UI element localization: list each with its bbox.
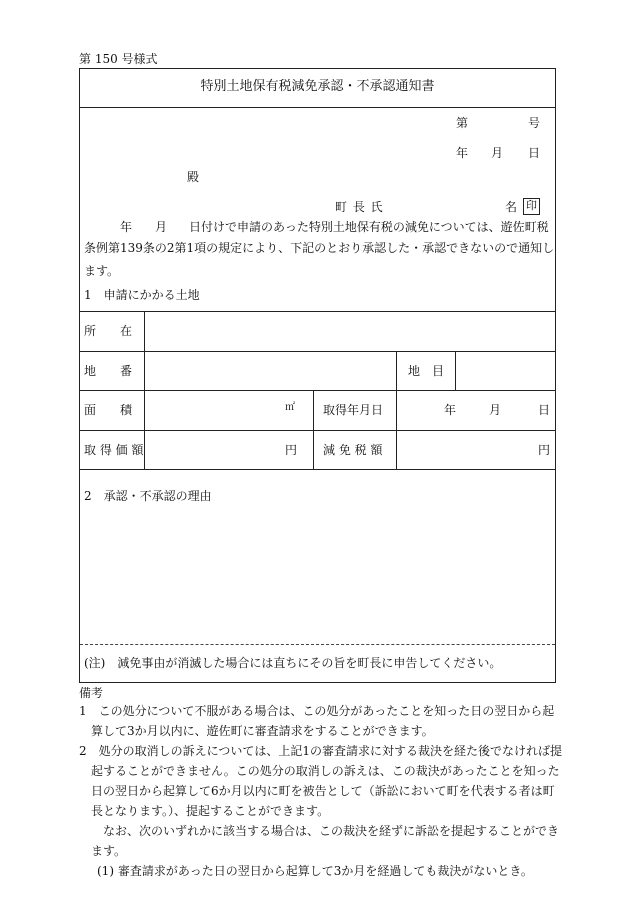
body-year: 年 bbox=[120, 220, 133, 234]
location-label: 所 在 bbox=[84, 324, 133, 338]
doc-number-prefix: 第 bbox=[456, 116, 469, 130]
remarks-item-1-line-1: 1 この処分について不服がある場合は、この処分があったことを知った日の翌日から起 bbox=[79, 704, 555, 718]
body-line-1: 日付けで申請のあった特別土地保有税の減免については、遊佐町税 bbox=[189, 220, 549, 234]
body-month: 月 bbox=[155, 220, 168, 234]
date-day: 日 bbox=[528, 146, 541, 160]
remarks-item-1-line-2: 算して3か月以内に、遊佐町に審査請求をすることができます。 bbox=[91, 724, 434, 738]
document-title: 特別土地保有税減免承認・不承認通知書 bbox=[200, 79, 435, 94]
price-unit: 円 bbox=[285, 443, 298, 457]
body-line-3: ます。 bbox=[84, 264, 120, 278]
acquired-date-label: 取得年月日 bbox=[323, 403, 384, 417]
remarks-item-3-line-1: なお、次のいずれかに該当する場合は、この裁決を経ずに訴訟を提起することができ bbox=[103, 824, 560, 838]
note-text: (注) 減免事由が消滅した場合には直ちにその旨を町長に申告してください。 bbox=[84, 656, 502, 670]
section-2-title: 2 承認・不承認の理由 bbox=[84, 489, 212, 503]
date-year: 年 bbox=[456, 146, 469, 160]
exempt-unit: 円 bbox=[538, 443, 551, 457]
remarks-item-3-line-2: ます。 bbox=[91, 844, 127, 858]
remarks-item-2-line-3: 日の翌日から起算して6か月以内に町を被告として（訴訟において町を代表する者は町 bbox=[91, 784, 555, 798]
section-1-title: 1 申請にかかる土地 bbox=[84, 288, 200, 302]
acquired-year: 年 bbox=[444, 403, 457, 417]
remarks-item-2-line-2: 起することができません。この処分の取消しの訴えは、この裁決があったことを知った bbox=[91, 764, 560, 778]
remarks-item-2-line-1: 2 処分の取消しの訴えについては、上記1の審査請求に対する裁決を経た後でなければ提 bbox=[79, 744, 563, 758]
area-label: 面 積 bbox=[84, 403, 133, 417]
addressee-suffix: 殿 bbox=[187, 170, 200, 184]
body-line-2: 条例第139条の2第1項の規定により、下記のとおり承認した・承認できないので通知し bbox=[84, 241, 555, 255]
form-number: 第 150 号様式 bbox=[79, 52, 158, 66]
land-category-label: 地 目 bbox=[408, 364, 445, 378]
mayor-label: 町 長 氏 bbox=[335, 200, 384, 214]
acquisition-price-label: 取 得 価 額 bbox=[84, 443, 144, 457]
exempt-tax-label: 減 免 税 額 bbox=[323, 443, 383, 457]
remarks-item-4: (1) 審査請求があった日の翌日から起算して3か月を経過しても裁決がないとき。 bbox=[97, 864, 533, 878]
lot-number-label: 地 番 bbox=[84, 364, 133, 378]
seal-box: 印 bbox=[523, 198, 540, 215]
name-label: 名 bbox=[505, 200, 518, 214]
acquired-day: 日 bbox=[538, 403, 551, 417]
date-month: 月 bbox=[491, 146, 504, 160]
remarks-item-2-line-4: 長となります。）、提起することができます。 bbox=[91, 804, 330, 818]
acquired-month: 月 bbox=[489, 403, 502, 417]
area-unit: ㎡ bbox=[285, 402, 295, 413]
remarks-title: 備考 bbox=[79, 686, 104, 700]
note-separator bbox=[80, 644, 555, 645]
doc-number-suffix: 号 bbox=[528, 116, 541, 130]
